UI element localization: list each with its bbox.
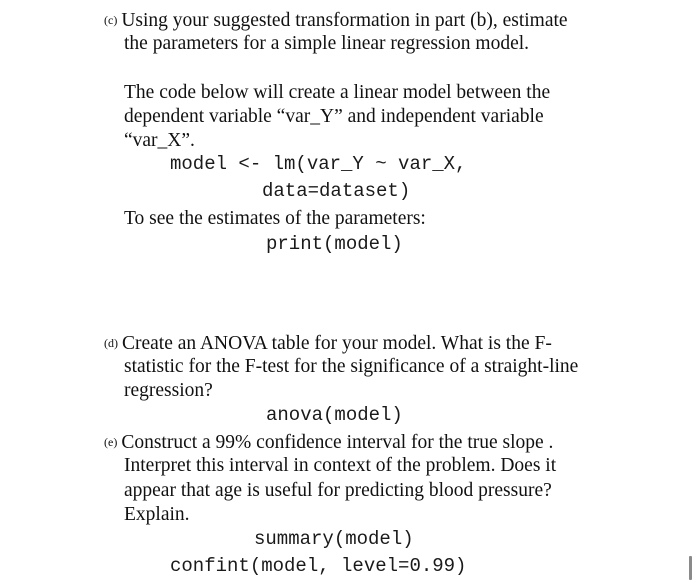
part-e-question-line-1 <box>104 430 553 455</box>
part-d-text-1: Create an ANOVA table for your model. What is the F- <box>122 333 552 354</box>
part-e-marker: (e) <box>104 435 118 449</box>
part-c-code-line-3: print(model) <box>266 233 403 255</box>
part-e-question-line-2: Interpret this interval in context of the problem. Does it <box>124 455 557 476</box>
part-e-code-line-2: confint(model, level=0.99) <box>170 555 467 577</box>
part-c-paragraph-line-3: “var_X”. <box>124 130 195 151</box>
part-c-question-line-2: the parameters for a simple linear regression model. <box>124 33 530 54</box>
part-c-estimates-text: To see the estimates of the parameters: <box>124 208 426 229</box>
part-e-code-line-1: summary(model) <box>254 528 414 550</box>
part-e-text-1: Construct a 99% confidence interval for the true slope . <box>121 432 554 453</box>
part-d-question-line-3: regression? <box>124 380 213 401</box>
part-c-question-line-1 <box>104 8 568 33</box>
part-c-code-line-2: data=dataset) <box>262 180 411 202</box>
part-c-marker: (c) <box>104 13 118 27</box>
part-c-paragraph-line-2: dependent variable “var_Y” and independent variable <box>124 106 544 127</box>
part-d-question-line-1 <box>104 331 552 356</box>
part-d-code-line-1: anova(model) <box>266 404 403 426</box>
part-c-text-1: Using your suggested transformation in part (b), estimate <box>121 10 568 31</box>
part-c-paragraph-line-1: The code below will create a linear model between the <box>124 82 551 103</box>
part-c-code-line-1: model <- lm(var_Y ~ var_X, <box>170 153 467 175</box>
part-d-question-line-2: statistic for the F-test for the significance of a straight-line <box>124 356 579 377</box>
part-e-question-line-4: Explain. <box>124 504 190 525</box>
scrollbar-thumb[interactable] <box>689 556 692 580</box>
part-e-question-line-3: appear that age is useful for predicting blood pressure? <box>124 480 552 501</box>
part-d-marker: (d) <box>104 336 118 350</box>
